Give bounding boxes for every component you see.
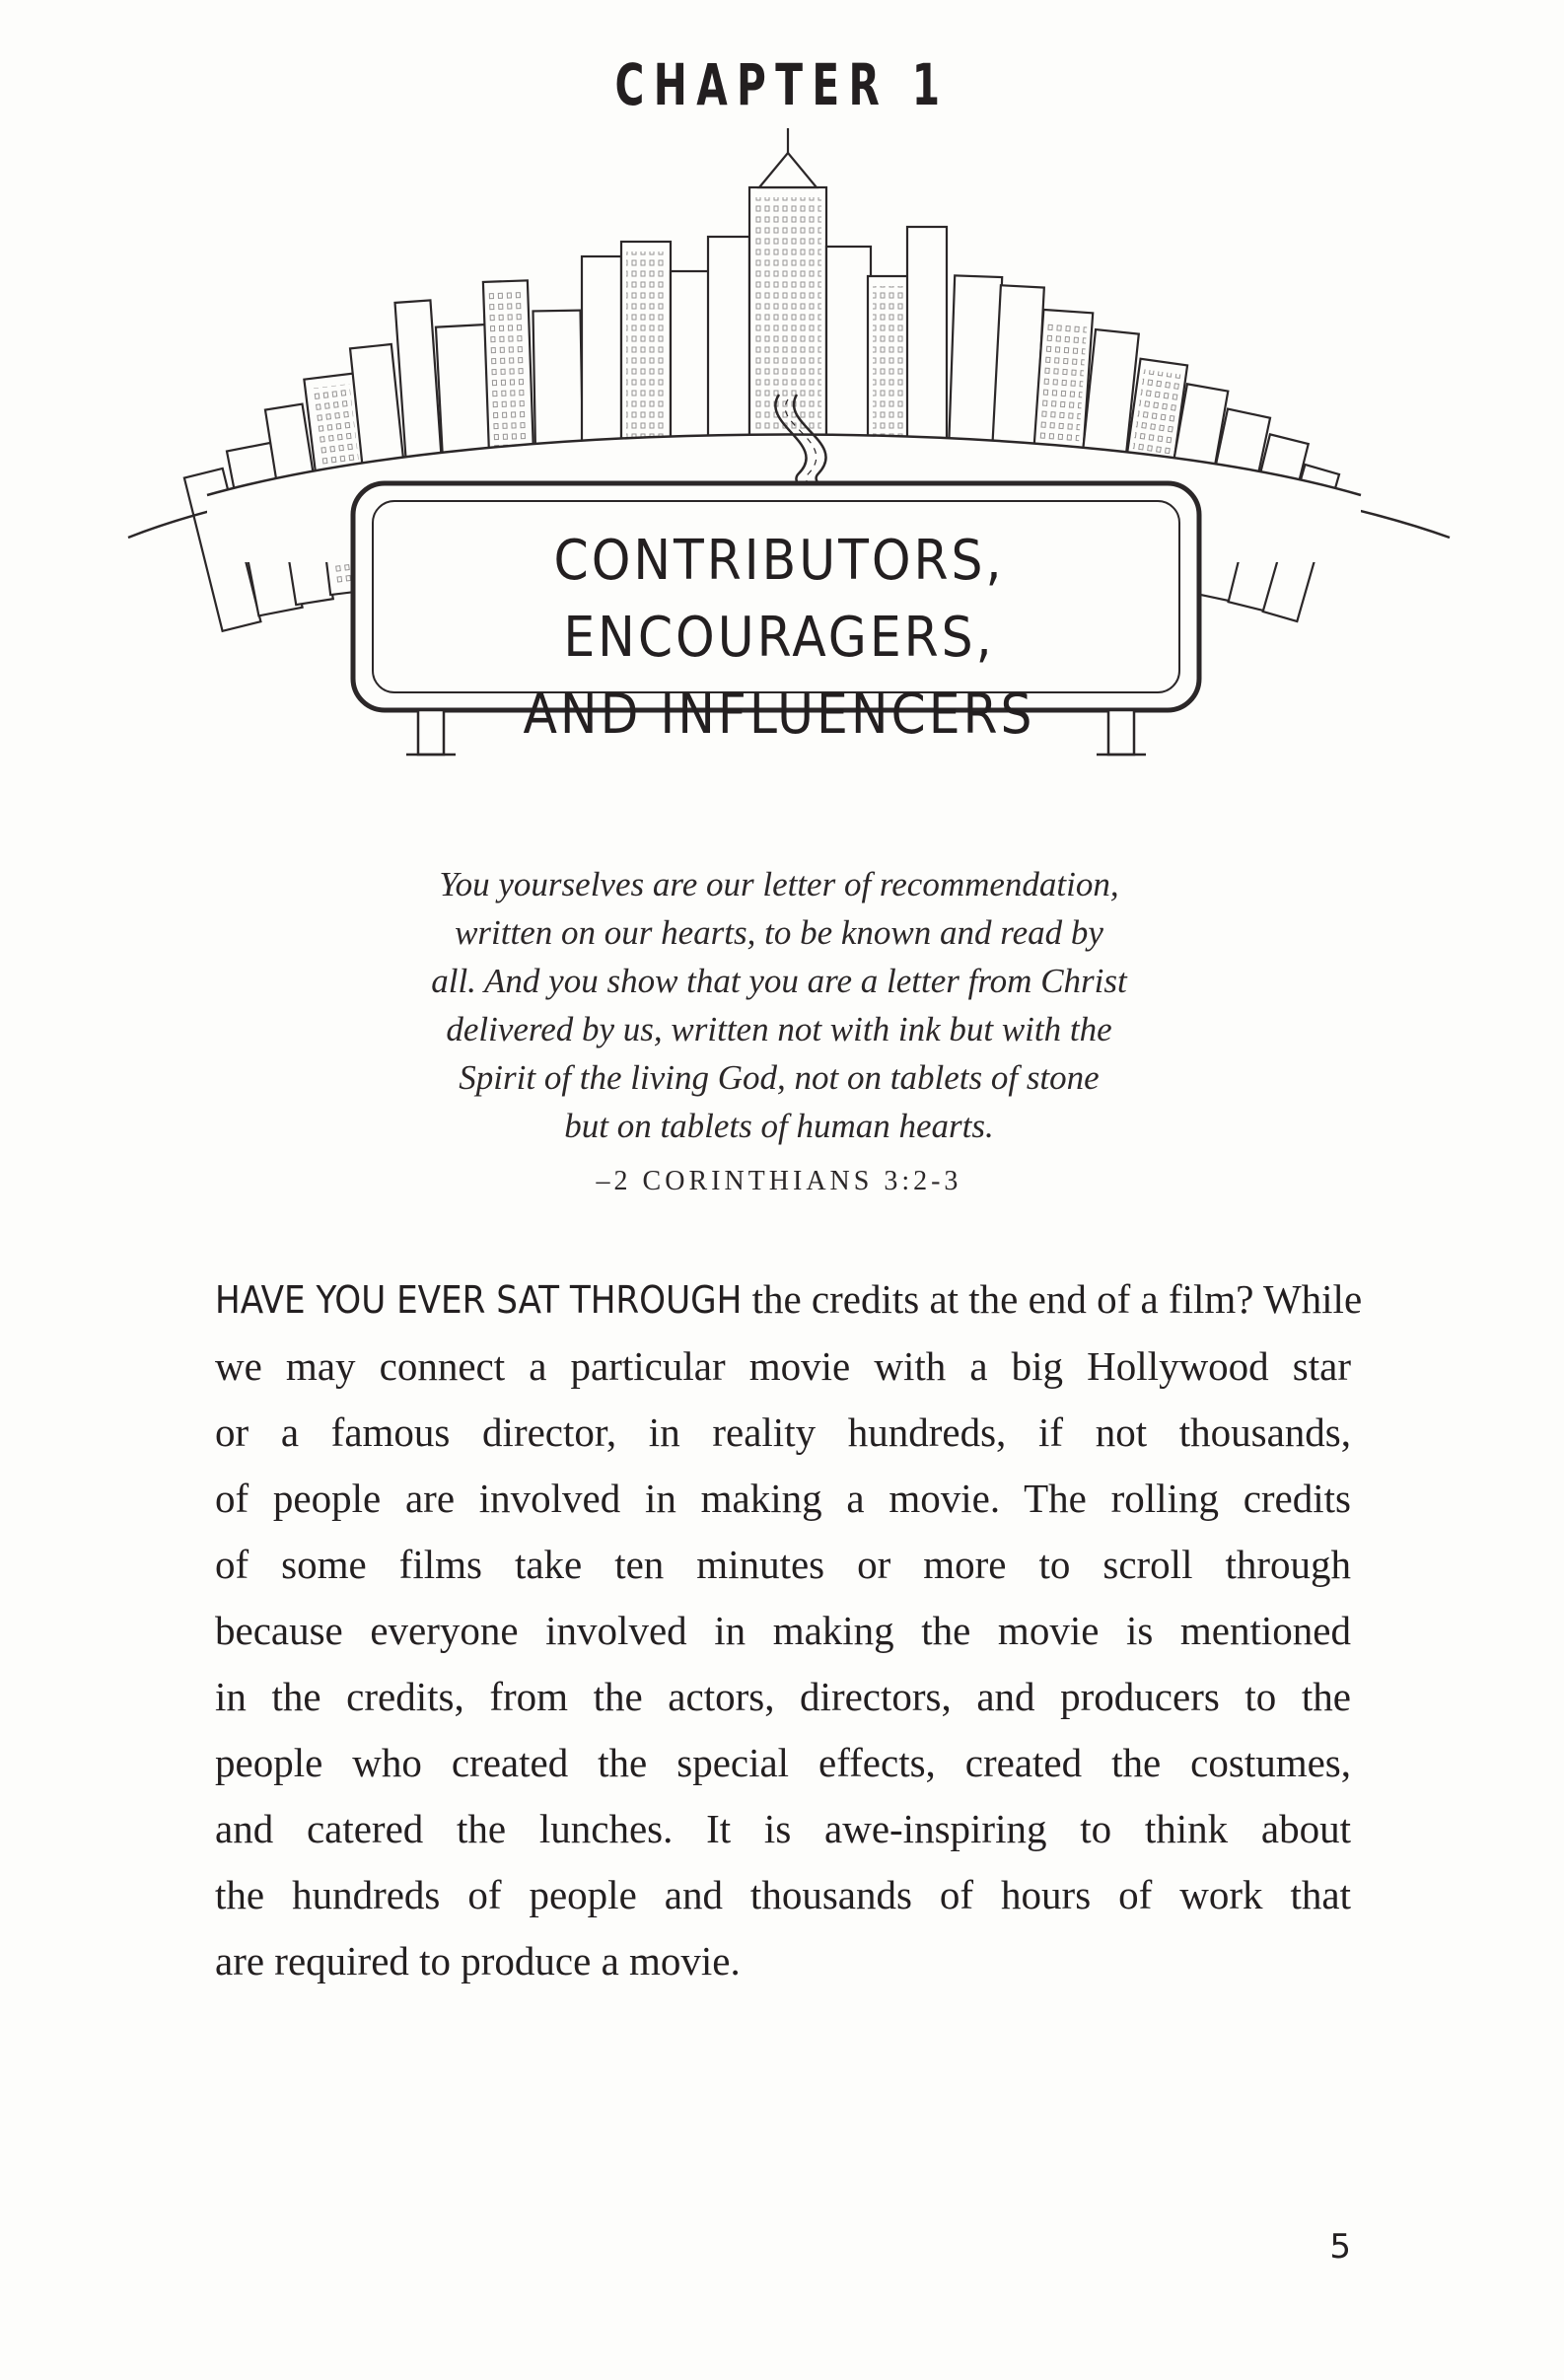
lead-in: HAVE YOU EVER SAT THROUGH (215, 1278, 743, 1322)
body-paragraph (215, 1266, 1363, 1994)
body-line: of people are involved in making a movie. The rolling credits (215, 1476, 1351, 1521)
chapter-label: CHAPTER 1 (614, 51, 950, 118)
epigraph-line: written on our hearts, to be known and read by (455, 913, 1103, 952)
first-line-text: the credits at the end of a film? While (742, 1276, 1363, 1322)
epigraph-line: delivered by us, written not with ink but with the (446, 1010, 1112, 1048)
body-line: we may connect a particular movie with a big Hollywood star (215, 1343, 1351, 1389)
body-line: people who created the special effects, created the costumes, (215, 1740, 1351, 1785)
epigraph-citation: –2 CORINTHIANS 3:2-3 (596, 1166, 962, 1196)
epigraph-line: all. And you show that you are a letter from Christ (431, 962, 1127, 1000)
epigraph-line: You yourselves are our letter of recommendation, (439, 865, 1119, 903)
sign-title-line: AND INFLUENCERS (523, 683, 1035, 747)
body-line: or a famous director, in reality hundreds, if not thousands, (215, 1409, 1351, 1455)
body-line: the hundreds of people and thousands of hours of work that (215, 1872, 1351, 1917)
epigraph-line: Spirit of the living God, not on tablets of stone (459, 1058, 1100, 1097)
body-line: and catered the lunches. It is awe-inspiring to think about (215, 1806, 1351, 1851)
body-line: because everyone involved in making the movie is mentioned (215, 1608, 1351, 1653)
body-line: in the credits, from the actors, directors, and producers to the (215, 1674, 1351, 1719)
body-line: of some films take ten minutes or more to scroll through (215, 1542, 1351, 1587)
sign-title (375, 523, 1183, 754)
sign-title-line: CONTRIBUTORS, ENCOURAGERS, (553, 529, 1005, 670)
epigraph (375, 860, 1183, 1197)
body-line: are required to produce a movie. (215, 1938, 741, 1983)
page-number: 5 (1329, 2227, 1351, 2267)
body-line (215, 1266, 1363, 1334)
epigraph-line: but on tablets of human hearts. (564, 1107, 994, 1145)
